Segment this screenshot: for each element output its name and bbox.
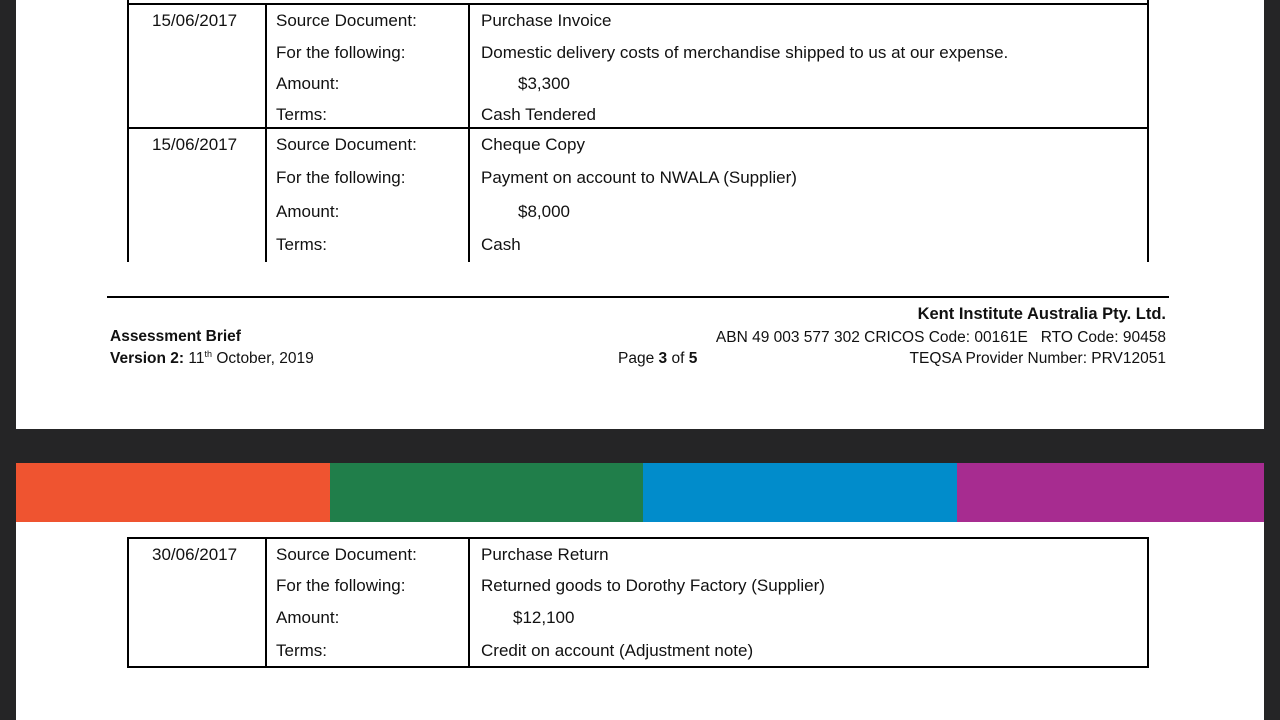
date-cell bbox=[129, 129, 267, 262]
value-cell bbox=[470, 129, 1147, 262]
source-document-value: Cheque Copy bbox=[481, 135, 585, 154]
page-4 bbox=[16, 463, 1264, 720]
label-for-the-following: For the following: bbox=[276, 576, 406, 595]
page-number bbox=[618, 350, 697, 368]
label-amount: Amount: bbox=[276, 608, 340, 627]
table-row bbox=[129, 127, 1147, 262]
version-day: 11 bbox=[188, 350, 205, 367]
header-stripe-purple bbox=[957, 463, 1264, 522]
description-value: Returned goods to Dorothy Factory (Supplier) bbox=[481, 576, 825, 595]
table-row bbox=[129, 3, 1147, 129]
label-for-the-following: For the following: bbox=[276, 168, 406, 187]
label-amount: Amount: bbox=[276, 202, 340, 221]
amount-value: $3,300 bbox=[518, 74, 570, 93]
registration-codes bbox=[716, 329, 1166, 347]
transaction-date: 15/06/2017 bbox=[152, 11, 238, 30]
label-cell bbox=[267, 129, 470, 262]
header-stripe-blue bbox=[643, 463, 957, 522]
abn-cricos-code: ABN 49 003 577 302 CRICOS Code: 00161E bbox=[715, 329, 1028, 346]
label-amount: Amount: bbox=[276, 74, 340, 93]
table-row bbox=[129, 537, 1147, 668]
terms-value: Credit on account (Adjustment note) bbox=[481, 641, 754, 660]
amount-value: $8,000 bbox=[518, 202, 570, 221]
label-terms: Terms: bbox=[276, 641, 327, 660]
label-terms: Terms: bbox=[276, 105, 327, 124]
label-source-document: Source Document: bbox=[276, 11, 417, 30]
version-date-rest: October, 2019 bbox=[216, 350, 314, 367]
teqsa-provider-number: TEQSA Provider Number: PRV12051 bbox=[909, 350, 1166, 367]
description-value: Payment on account to NWALA (Supplier) bbox=[481, 168, 797, 187]
assessment-brief-title: Assessment Brief bbox=[110, 328, 241, 345]
label-cell bbox=[267, 537, 470, 668]
page-word: Page bbox=[618, 350, 655, 367]
header-stripe-orange bbox=[16, 463, 330, 522]
label-for-the-following: For the following: bbox=[276, 43, 406, 62]
label-source-document: Source Document: bbox=[276, 135, 417, 154]
transaction-date: 30/06/2017 bbox=[152, 545, 238, 564]
page-total: 5 bbox=[688, 350, 698, 367]
page-of-word: of bbox=[671, 350, 685, 367]
terms-value: Cash Tendered bbox=[481, 105, 596, 124]
source-document-value: Purchase Invoice bbox=[481, 11, 612, 30]
transaction-date: 15/06/2017 bbox=[152, 135, 238, 154]
description-value: Domestic delivery costs of merchandise shipped to us at our expense. bbox=[481, 43, 1009, 62]
transactions-table bbox=[127, 537, 1149, 668]
transactions-table bbox=[127, 0, 1149, 262]
company-name: Kent Institute Australia Pty. Ltd. bbox=[917, 305, 1166, 323]
version-day-suffix: th bbox=[204, 348, 213, 359]
header-stripe-green bbox=[330, 463, 643, 522]
page-current: 3 bbox=[658, 350, 668, 367]
terms-value: Cash bbox=[481, 235, 521, 254]
source-document-value: Purchase Return bbox=[481, 545, 609, 564]
label-terms: Terms: bbox=[276, 235, 327, 254]
footer-divider bbox=[107, 296, 1169, 298]
date-cell bbox=[129, 537, 267, 668]
page-3 bbox=[16, 0, 1264, 429]
date-cell bbox=[129, 5, 267, 129]
rto-code: RTO Code: 90458 bbox=[1040, 329, 1166, 346]
value-cell bbox=[470, 5, 1147, 129]
label-source-document: Source Document: bbox=[276, 545, 417, 564]
amount-value: $12,100 bbox=[513, 608, 575, 627]
version-line bbox=[110, 350, 314, 368]
version-label: Version 2: bbox=[110, 350, 185, 367]
value-cell bbox=[470, 537, 1147, 668]
label-cell bbox=[267, 5, 470, 129]
